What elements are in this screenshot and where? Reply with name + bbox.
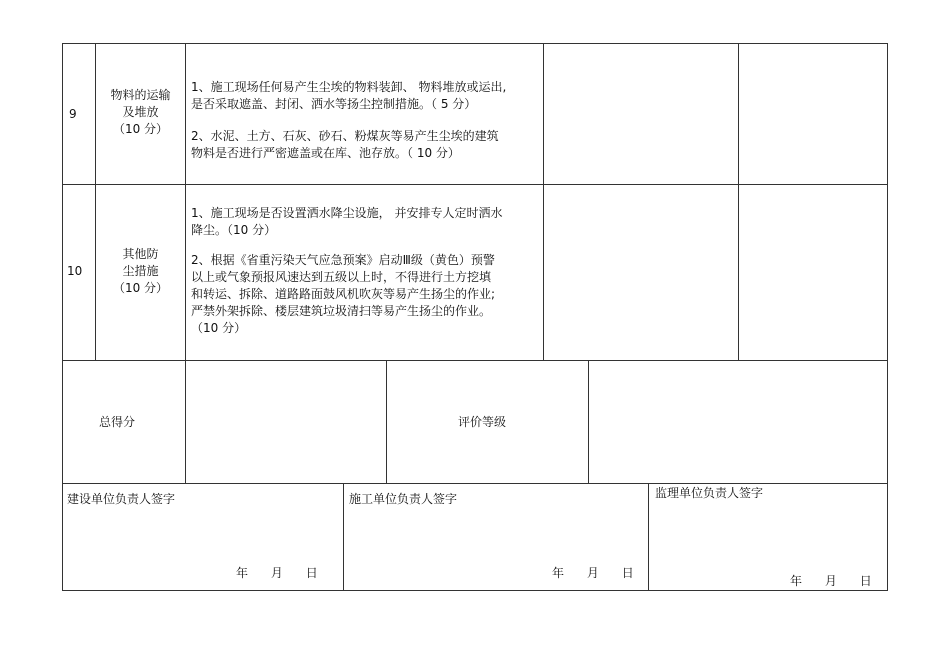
signature-label-owner: 建设单位负责人签字 [67,492,176,506]
item-name-line: 及堆放 [122,105,159,119]
col-divider [648,483,649,591]
criterion-line: 2、根据《省重污染天气应急预案》启动Ⅲ级（黄色）预警 [191,253,495,267]
criterion-line: 严禁外架拆除、楼层建筑垃圾清扫等易产生扬尘的作业。 [191,304,492,318]
col-divider [543,43,544,360]
signature-date-contractor: 年 月 日 [552,566,634,580]
item-score: （10 分） [112,281,169,295]
col-divider [343,483,344,591]
total-score-label: 总得分 [99,415,136,429]
criterion-line: 和转运、拆除、道路路面鼓风机吹灰等易产生扬尘的作业; [191,287,496,301]
criterion-line: 以上或气象预报风速达到五级以上时，不得进行土方挖填 [191,270,492,284]
criterion-line: 1、施工现场是否设置洒水降尘设施， 并安排专人定时洒水 [191,206,503,220]
signature-label-contractor: 施工单位负责人签字 [349,492,458,506]
item-name-line: 物料的运输 [110,88,171,102]
signature-date-supervisor: 年 月 日 [790,574,872,588]
item-name-line: 尘措施 [122,264,159,278]
item-score: （10 分） [112,122,169,136]
criterion-line: （10 分） [191,321,247,335]
signature-date-owner: 年 月 日 [236,566,318,580]
row-number: 9 [69,107,77,121]
criterion-line: 2、水泥、土方、石灰、砂石、粉煤灰等易产生尘埃的建筑 [191,129,499,143]
criterion-line: 物料是否进行严密遮盖或在库、池存放。（ 10 分） [191,146,460,160]
criterion-line: 1、施工现场任何易产生尘埃的物料装卸、 物料堆放或运出, [191,80,507,94]
criterion-line: 降尘。（10 分） [191,223,277,237]
row-divider [62,483,888,484]
col-divider [185,43,186,483]
criterion-line: 是否采取遮盖、封闭、洒水等扬尘控制措施。（ 5 分） [191,97,477,111]
col-divider [738,43,739,360]
col-divider [588,360,589,483]
col-divider [386,360,387,483]
row-number: 10 [67,264,83,278]
grade-label: 评价等级 [458,415,507,429]
item-name-line: 其他防 [122,247,159,261]
signature-label-supervisor: 监理单位负责人签字 [655,486,764,500]
